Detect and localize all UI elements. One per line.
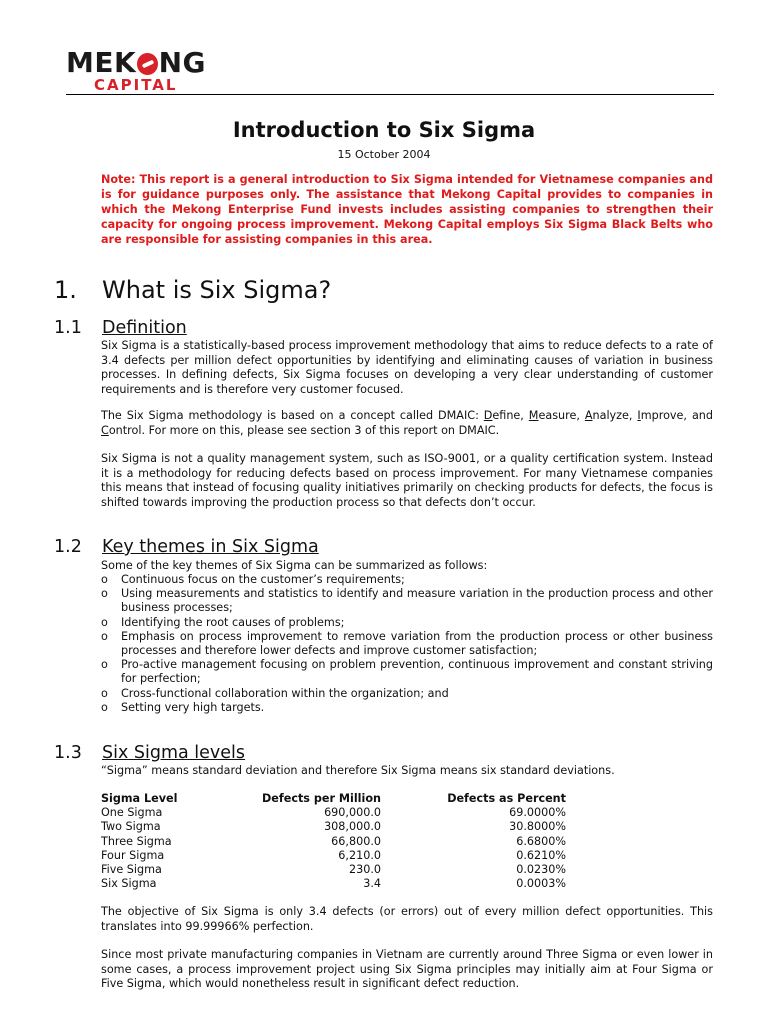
column-header: Sigma Level <box>101 792 178 805</box>
list-item <box>101 630 713 658</box>
column-header: Defects per Million <box>262 792 381 805</box>
definition-paragraph-3: Six Sigma is not a quality management system, such as ISO-9001, or a quality certification system. Instead it is a methodology for reducing defects based on process improvement. For many Vietnamese companies this means that instead of focusing quality initiatives primarily on checking products for defects, the focus is shifted towards improving the production process so that defects don’t occur. <box>101 452 713 509</box>
table-row <box>101 877 566 891</box>
bullet-icon: o <box>101 573 108 586</box>
column-header: Defects as Percent <box>447 792 566 805</box>
list-item <box>101 701 713 715</box>
table-cell: 30.8000% <box>509 820 566 834</box>
document-date: 15 October 2004 <box>337 148 431 161</box>
table-cell: 308,000.0 <box>324 820 381 834</box>
table-cell: 0.6210% <box>516 848 566 862</box>
table-cell: Six Sigma <box>101 877 157 891</box>
list-item <box>101 658 713 686</box>
sigma-levels-table <box>101 792 566 891</box>
dmaic-word: ontrol <box>108 423 142 437</box>
table-cell: Four Sigma <box>101 848 165 862</box>
bullet-icon: o <box>101 587 108 601</box>
table-cell: 690,000.0 <box>324 806 381 820</box>
dmaic-letter-i: I <box>637 409 641 422</box>
table-row <box>101 820 566 834</box>
table-cell: 3.4 <box>363 877 381 891</box>
table-row <box>101 806 566 820</box>
logo-word-left: MEK <box>66 46 137 79</box>
table-row <box>101 849 566 863</box>
table-cell: 0.0230% <box>516 863 566 877</box>
dmaic-word: easure, <box>538 409 585 422</box>
key-themes-intro: Some of the key themes of Six Sigma can be summarized as follows: <box>101 559 488 572</box>
table-cell: 0.0003% <box>516 877 566 891</box>
definition-paragraph-1: Six Sigma is a statistically-based process improvement methodology that aims to reduce defects to a rate of 3.4 defects per million defect opportunities by identifying and eliminating causes of variation in business processes. In defining defects, Six Sigma focuses on developing a very clear understanding of customer requirements and is therefore very customer focused. <box>101 339 713 396</box>
table-cell: Three Sigma <box>101 834 172 848</box>
section-title: What is Six Sigma? <box>102 276 332 304</box>
list-item-text: Cross-functional collaboration within the organization; and <box>121 686 449 700</box>
list-item-text: Setting very high targets. <box>121 700 265 714</box>
table-header-row <box>101 792 566 806</box>
definition-paragraph-2 <box>101 409 713 438</box>
bullet-icon: o <box>101 658 108 672</box>
document-title: Introduction to Six Sigma <box>232 118 536 142</box>
vietnam-context-paragraph: Since most private manufacturing companies in Vietnam are currently around Three Sigma or even lower in some cases, a process improvement project using Six Sigma principles may initially aim at Four Sigma or Five Sigma, which would nonetheless result in significant defect reduction. <box>101 948 713 991</box>
dmaic-intro: The Six Sigma methodology is based on a concept called DMAIC: <box>101 409 484 422</box>
table-cell: 230.0 <box>348 863 381 877</box>
section-number: 1.2 <box>54 537 82 557</box>
dmaic-and: and <box>691 409 713 422</box>
list-item <box>101 573 713 587</box>
section-1-1-heading <box>54 318 187 338</box>
section-title: Definition <box>102 318 187 338</box>
table-cell: One Sigma <box>101 806 163 820</box>
list-item-text: Using measurements and statistics to identify and measure variation in the production process and other business processes; <box>121 587 713 615</box>
dmaic-letter-a: A <box>584 409 593 422</box>
section-number: 1.3 <box>54 743 82 763</box>
list-item-text: Continuous focus on the customer’s requirements; <box>121 573 405 586</box>
section-1-3-heading <box>54 743 245 763</box>
section-1-2-heading <box>54 537 319 557</box>
objective-paragraph: The objective of Six Sigma is only 3.4 defects (or errors) out of every million defect opportunities. This translates into 99.99966% perfection. <box>101 905 713 933</box>
bullet-icon: o <box>101 615 108 629</box>
sigma-levels-intro: “Sigma” means standard deviation and therefore Six Sigma means six standard deviations. <box>101 764 615 777</box>
key-themes-list <box>101 573 713 715</box>
table-cell: 69.0000% <box>509 806 566 820</box>
section-title: Six Sigma levels <box>102 743 246 763</box>
list-item-text: Pro-active management focusing on problem prevention, continuous improvement and constant striving for perfection; <box>121 658 713 686</box>
logo-o-mark-icon <box>137 53 157 75</box>
table-cell: Five Sigma <box>101 863 162 877</box>
header-rule <box>66 94 714 95</box>
dmaic-letter-d: D <box>483 409 493 422</box>
dmaic-reference: . For more on this, please see section 3 of this report on DMAIC. <box>141 423 500 437</box>
logo-word-right: NG <box>158 46 206 79</box>
list-item-text: Emphasis on process improvement to remove variation from the production process or other business processes and therefore lower defects and improve customer satisfaction; <box>121 629 713 658</box>
dmaic-letter-c: C <box>101 423 109 437</box>
mekong-capital-logo <box>66 48 206 94</box>
list-item <box>101 616 713 630</box>
dmaic-word: mprove, <box>640 409 692 422</box>
table-cell: 66,800.0 <box>331 834 381 848</box>
section-1-heading <box>54 276 331 304</box>
table-cell: 6.6800% <box>516 834 566 848</box>
list-item <box>101 687 713 701</box>
dmaic-word: nalyze, <box>592 409 638 422</box>
list-item <box>101 587 713 615</box>
bullet-icon: o <box>101 629 108 643</box>
dmaic-word: efine, <box>492 409 529 422</box>
bullet-icon: o <box>101 700 108 714</box>
section-number: 1.1 <box>54 318 82 338</box>
table-cell: 6,210.0 <box>338 848 381 862</box>
table-cell: Two Sigma <box>101 820 161 834</box>
dmaic-letter-m: M <box>528 409 539 422</box>
logo-wordmark <box>66 48 206 78</box>
bullet-icon: o <box>101 686 108 700</box>
section-number: 1. <box>54 276 77 304</box>
table-row <box>101 863 566 877</box>
list-item-text: Identifying the root causes of problems; <box>121 615 345 629</box>
logo-subtitle: CAPITAL <box>94 76 178 94</box>
section-title: Key themes in Six Sigma <box>102 537 319 557</box>
guidance-note: Note: This report is a general introduction to Six Sigma intended for Vietnamese companies and is for guidance purposes only. The assistance that Mekong Capital provides to companies in which the Mekong Enterprise Fund invests includes assisting companies to strengthen their capacity for ongoing process improvement. Mekong Capital employs Six Sigma Black Belts who are responsible for assisting companies in this area. <box>101 173 713 246</box>
table-row <box>101 835 566 849</box>
